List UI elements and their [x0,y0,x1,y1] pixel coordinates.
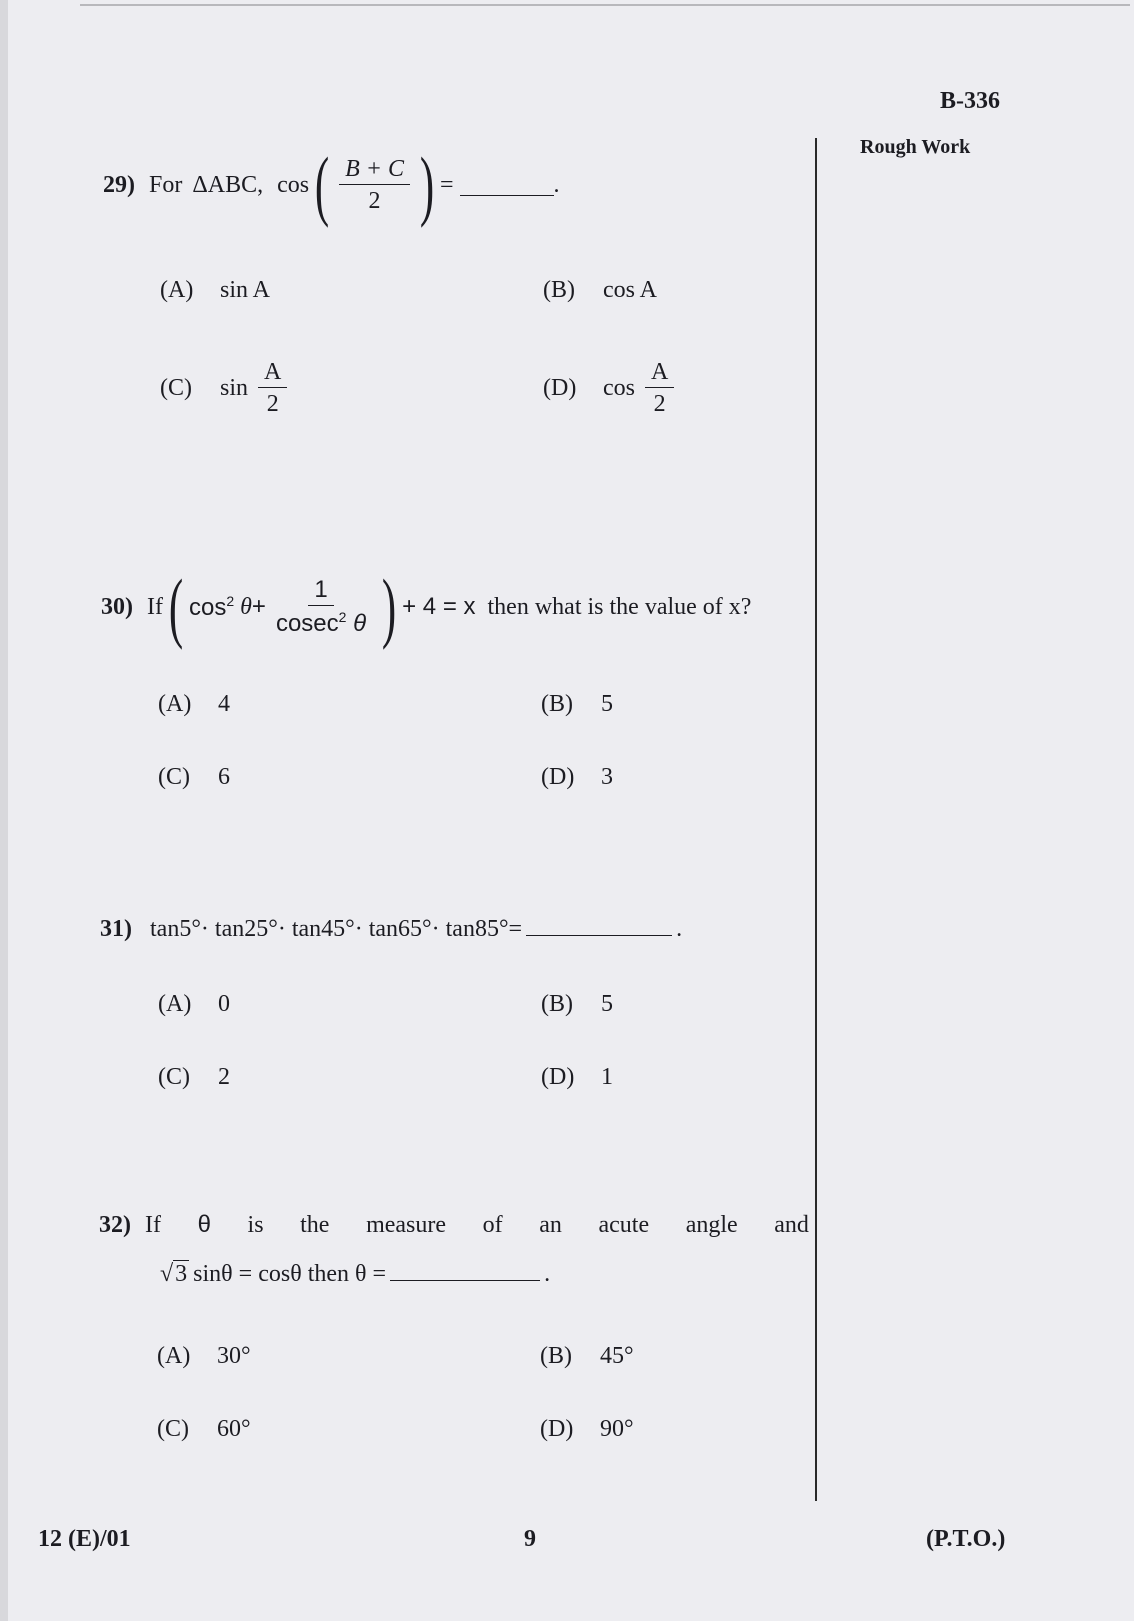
option-29b [543,277,657,304]
paper-code: B-336 [940,88,1000,114]
fraction-denominator: 2 [266,391,279,417]
period: . [553,172,560,198]
theta-symbol: θ [353,610,367,637]
option-label: (C) [157,1416,189,1442]
answer-blank [526,917,672,936]
option-text: 3 [601,764,613,790]
option-31b [541,991,613,1018]
option-fraction [258,360,287,416]
option-label: (D) [543,374,577,401]
radicand: 3 [175,1261,188,1287]
top-rule [80,4,1130,6]
option-30c [158,764,230,791]
fraction-denominator [270,606,372,636]
equals-sign: = [439,172,454,198]
option-label: (C) [158,764,190,790]
left-paren: ( [168,563,184,650]
page-number: 9 [524,1526,536,1552]
right-paren: ) [419,141,435,228]
option-29d [543,360,678,416]
word: acute [598,1212,650,1238]
exponent: 2 [226,593,235,609]
fraction-numerator: B + C [339,157,410,185]
cos-function: cos [277,172,310,198]
option-label: (D) [540,1416,574,1442]
option-32c [157,1416,251,1443]
question-32-line1 [99,1212,809,1239]
option-label: (D) [541,1064,575,1090]
comma: , [257,172,264,198]
fraction-denominator: 2 [368,188,381,214]
option-label: (A) [158,991,192,1017]
option-label: (B) [543,277,575,303]
fraction-numerator: 1 [308,578,333,606]
column-divider [815,138,817,1501]
question-number: 29) [103,171,135,198]
option-31c [158,1064,230,1091]
answer-blank [390,1262,540,1281]
theta-symbol: θ [197,1211,211,1238]
option-text: 4 [218,691,230,717]
option-31d [541,1064,613,1091]
question-number: 31) [100,916,132,942]
question-32-line2 [160,1262,550,1286]
option-label: (A) [157,1343,191,1369]
cos-term [189,594,234,620]
option-label: (B) [541,991,573,1017]
option-label: (C) [160,374,192,401]
word: and [774,1212,809,1238]
option-text: 0 [218,991,230,1017]
option-31a [158,991,230,1018]
option-label: (B) [540,1343,572,1369]
option-text: 5 [601,991,613,1017]
word: angle [685,1212,738,1238]
option-fraction [645,360,674,416]
fraction-numerator: A [645,360,674,388]
option-30d [541,764,613,791]
option-text: 30° [217,1343,251,1369]
option-32d [540,1416,634,1443]
answer-blank [460,175,554,196]
right-paren: ) [381,563,397,650]
left-paren: ( [314,141,330,228]
triangle-symbol: ΔABC [192,172,258,198]
option-29a [160,277,270,304]
word: an [539,1212,562,1238]
period: . [676,916,683,942]
word: is [247,1212,264,1238]
question-lead: If [147,594,163,620]
option-label: (D) [541,764,575,790]
question-number: 30) [101,593,133,620]
equation-text: sinθ = cosθ then θ = [193,1261,387,1287]
option-text: 1 [601,1064,613,1090]
option-label: (B) [541,691,573,717]
option-30a [158,691,230,718]
fraction-numerator: A [258,360,287,388]
fraction [270,578,372,636]
question-words [145,1213,809,1237]
word: measure [366,1212,447,1238]
question-30 [101,562,751,652]
cos-function: cos [188,594,227,621]
question-number: 32) [99,1212,131,1238]
plus-sign: + [251,593,266,620]
option-text: 5 [601,691,613,717]
word: the [300,1212,330,1238]
word: of [482,1212,503,1238]
option-32b [540,1343,634,1370]
question-lead: For [149,172,183,198]
option-text: 6 [218,764,230,790]
page-edge [0,0,8,1621]
fraction [339,157,410,213]
footer-code: 12 (E)/01 [38,1526,131,1552]
option-label: (C) [158,1064,190,1090]
rhs-expression: + 4 = x [402,593,476,620]
option-text: cos A [603,277,657,303]
theta-symbol: θ [240,594,252,620]
option-text: 90° [600,1416,634,1442]
option-func: sin [220,374,249,401]
question-tail: then what is the value of x? [487,594,752,620]
option-label: (A) [160,277,194,303]
option-text: 2 [218,1064,230,1090]
option-29c [160,360,291,416]
square-root: √3 [160,1261,188,1287]
word: If [145,1212,161,1238]
option-text: 45° [600,1343,634,1369]
question-31 [100,916,682,943]
question-29 [103,140,803,230]
cosec-function: cosec [275,610,339,637]
pto-label: (P.T.O.) [926,1526,1006,1552]
fraction-denominator: 2 [653,391,666,417]
option-text: 60° [217,1416,251,1442]
option-label: (A) [158,691,192,717]
question-text: tan5°· tan25°· tan45°· tan65°· tan85°= [150,916,523,942]
exponent: 2 [338,609,347,625]
option-32a [157,1343,251,1370]
option-text: sin A [220,277,271,303]
option-30b [541,691,613,718]
rough-work-label: Rough Work [860,136,971,158]
period: . [544,1261,551,1287]
option-func: cos [603,374,635,401]
